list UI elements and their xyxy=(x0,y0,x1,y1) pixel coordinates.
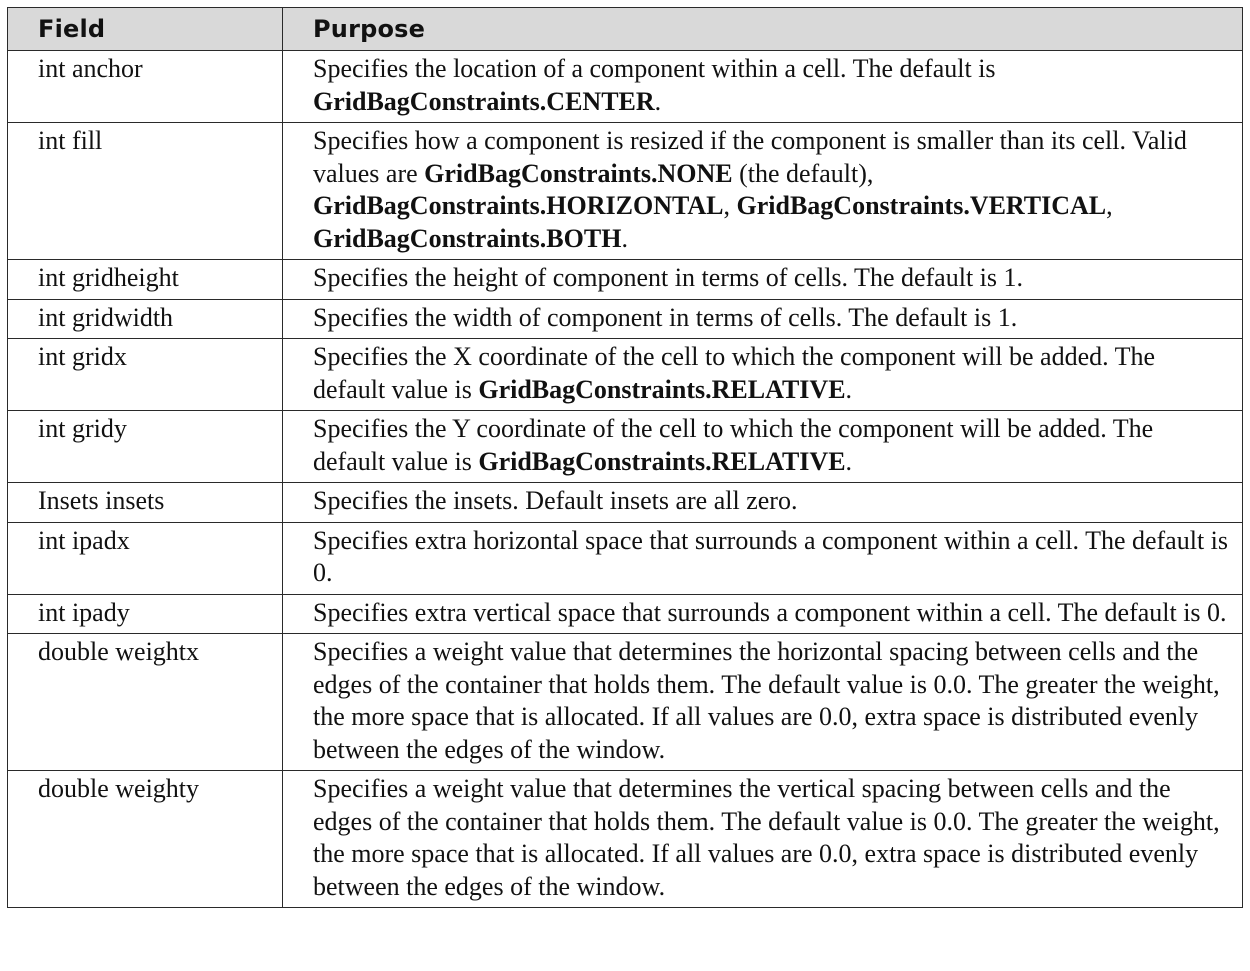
table-row xyxy=(8,299,1243,339)
header-purpose: Purpose xyxy=(283,8,1243,51)
field-cell: int fill xyxy=(8,123,283,260)
field-cell: int ipadx xyxy=(8,522,283,594)
gridbag-constraints-table xyxy=(7,7,1243,908)
gridbag-constraints-table-container xyxy=(7,7,1242,908)
purpose-cell xyxy=(283,634,1243,771)
table-row xyxy=(8,634,1243,771)
table-body xyxy=(8,51,1243,908)
purpose-constant: GridBagConstraints.BOTH xyxy=(313,223,622,253)
purpose-text: Specifies a weight value that determines the horizontal spacing between cells and the edges of the container that holds them. The default value is 0.0. The greater the weight, the more space that is allocated. If all values are 0.0, extra space is distributed evenly between the edges of the window. xyxy=(313,637,1220,764)
purpose-text: Specifies the Y coordinate of the cell to which the component will be added. The default value is xyxy=(313,414,1154,476)
purpose-constant: GridBagConstraints.CENTER xyxy=(313,86,655,116)
purpose-text: Specifies how a component is resized if the component is smaller than its cell. Valid values are xyxy=(313,126,1187,188)
purpose-cell xyxy=(283,411,1243,483)
field-cell: int gridheight xyxy=(8,260,283,300)
purpose-text: Specifies the width of component in terms of cells. The default is 1. xyxy=(313,302,1018,332)
purpose-cell xyxy=(283,594,1243,634)
purpose-text: Specifies the location of a component within a cell. The default is xyxy=(313,54,996,83)
purpose-constant: GridBagConstraints.VERTICAL xyxy=(736,191,1107,220)
purpose-cell xyxy=(283,483,1243,523)
field-cell: int anchor xyxy=(8,51,283,123)
table-header xyxy=(8,8,1243,51)
purpose-text: , xyxy=(723,191,737,220)
field-cell: int ipady xyxy=(8,594,283,634)
field-cell: int gridwidth xyxy=(8,299,283,339)
purpose-text: (the default), xyxy=(732,158,874,188)
purpose-text: . xyxy=(621,223,628,253)
purpose-cell xyxy=(283,260,1243,300)
table-row xyxy=(8,483,1243,523)
purpose-cell xyxy=(283,522,1243,594)
purpose-cell xyxy=(283,771,1243,908)
table-row xyxy=(8,260,1243,300)
field-cell: int gridx xyxy=(8,339,283,411)
table-row xyxy=(8,123,1243,260)
table-row xyxy=(8,522,1243,594)
purpose-text: . xyxy=(845,374,853,404)
purpose-constant: GridBagConstraints.NONE xyxy=(424,158,733,188)
purpose-text: Specifies a weight value that determines the vertical spacing between cells and the edges of the container that holds them. The default value is 0.0. The greater the weight, the more space that is allocated. If all values are 0.0, extra space is distributed evenly between the edges of the window. xyxy=(313,774,1220,901)
table-row xyxy=(8,594,1243,634)
purpose-text: Specifies extra horizontal space that surrounds a component within a cell. The default is 0. xyxy=(313,525,1229,587)
header-row xyxy=(8,8,1243,51)
field-cell: Insets insets xyxy=(8,483,283,523)
field-cell: double weighty xyxy=(8,771,283,908)
purpose-constant: GridBagConstraints.RELATIVE xyxy=(478,374,846,404)
purpose-constant: GridBagConstraints.HORIZONTAL xyxy=(313,191,724,220)
purpose-text: Specifies the X coordinate of the cell to which the component will be added. The default value is xyxy=(313,342,1156,404)
table-row xyxy=(8,339,1243,411)
purpose-text: , xyxy=(1106,191,1113,220)
table-row xyxy=(8,771,1243,908)
purpose-text: . xyxy=(654,86,662,116)
table-row xyxy=(8,411,1243,483)
purpose-cell xyxy=(283,123,1243,260)
purpose-text: Specifies the insets. Default insets are all zero. xyxy=(313,486,798,515)
purpose-cell xyxy=(283,299,1243,339)
header-field: Field xyxy=(8,8,283,51)
purpose-cell xyxy=(283,339,1243,411)
field-cell: double weightx xyxy=(8,634,283,771)
purpose-text: Specifies extra vertical space that surrounds a component within a cell. The default is 0. xyxy=(313,597,1227,627)
field-cell: int gridy xyxy=(8,411,283,483)
purpose-cell xyxy=(283,51,1243,123)
purpose-text: . xyxy=(845,446,853,476)
purpose-constant: GridBagConstraints.RELATIVE xyxy=(478,446,846,476)
table-row xyxy=(8,51,1243,123)
purpose-text: Specifies the height of component in terms of cells. The default is 1. xyxy=(313,263,1024,292)
